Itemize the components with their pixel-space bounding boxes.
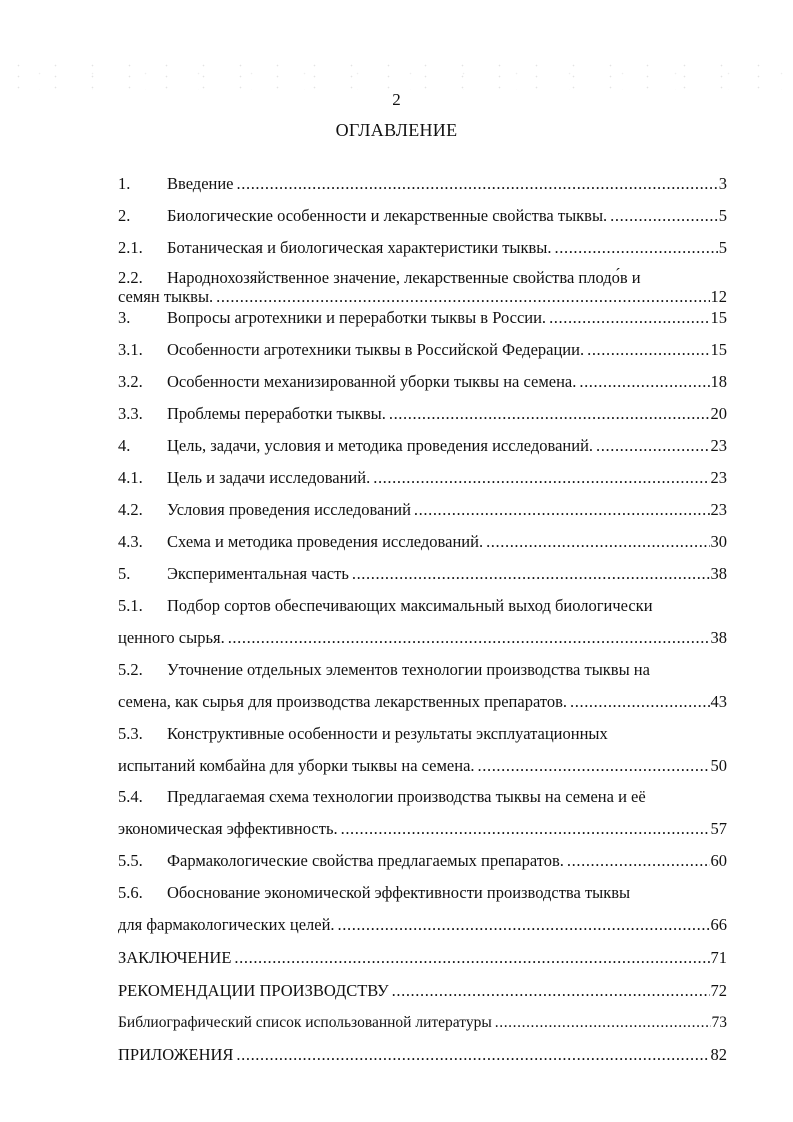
toc-entry-title: Особенности агротехники тыквы в Российской Федерации. [167, 340, 585, 359]
toc-entry-page: 66 [710, 915, 727, 934]
toc-entry-conclusion[interactable] [118, 948, 727, 967]
toc-entry-title: ПРИЛОЖЕНИЯ [118, 1045, 234, 1064]
dot-leader [234, 948, 709, 967]
toc-entry-number: 2. [118, 206, 131, 225]
toc-entry-title: Особенности механизированной уборки тыквы на семена. [167, 372, 577, 391]
toc-entry-number: 3. [118, 308, 131, 327]
toc-entry-number: 3.1. [118, 340, 143, 359]
toc-entry-title: Цель и задачи исследований. [167, 468, 371, 487]
toc-entry-recommendations[interactable] [118, 981, 727, 1000]
dot-leader [338, 915, 710, 934]
toc-entry-title-line1: Народнохозяйственное значение, лекарственные свойства плодо́в и [167, 268, 641, 287]
toc-entry-appendices[interactable] [118, 1045, 727, 1064]
toc-entry-page: 72 [710, 981, 727, 1000]
toc-entry-title: Цель, задачи, условия и методика проведения исследований. [167, 436, 594, 455]
toc-entry-page: 60 [710, 851, 727, 870]
toc-entry-number: 4.2. [118, 500, 143, 519]
toc-entry-5-5[interactable] [118, 851, 727, 870]
toc-entry-title: Ботаническая и биологическая характеристики тыквы. [167, 238, 552, 257]
dot-leader [549, 308, 709, 327]
toc-entry-5[interactable] [118, 564, 727, 583]
toc-entry-page: 20 [710, 404, 727, 423]
toc-entry-title: Фармакологические свойства предлагаемых препаратов. [167, 851, 564, 870]
toc-entry-number: 2.2. [118, 268, 143, 287]
toc-entry-3-1[interactable] [118, 340, 727, 359]
toc-entry-title-line2: семена, как сырья для производства лекарственных препаратов. [118, 692, 568, 711]
toc-entry-3-3[interactable] [118, 404, 727, 423]
toc-entry-number: 5.1. [118, 596, 143, 615]
dot-leader [570, 692, 709, 711]
toc-entry-title-line1: Подбор сортов обеспечивающих максимальный выход биологически [167, 596, 653, 615]
toc-entry-title: Проблемы переработки тыквы. [167, 404, 386, 423]
toc-entry-page: 38 [710, 564, 727, 583]
toc-entry-title: Введение [167, 174, 234, 193]
dot-leader [236, 1045, 709, 1064]
toc-entry-4-2[interactable] [118, 500, 727, 519]
toc-entry-page: 30 [710, 532, 727, 551]
toc-entry-page: 43 [710, 692, 727, 711]
page-number: 2 [392, 90, 401, 109]
dot-leader [555, 238, 718, 257]
toc-entry-5-1[interactable] [118, 596, 727, 647]
toc-entry-title-line2: семян тыквы. [118, 287, 214, 306]
dot-leader [596, 436, 709, 455]
toc-entry-title-line1: Конструктивные особенности и результаты эксплуатационных [167, 724, 608, 743]
toc-entry-5-2[interactable] [118, 660, 727, 711]
toc-entry-number: 4. [118, 436, 131, 455]
dot-leader [414, 500, 710, 519]
toc-entry-title-line2: для фармакологических целей. [118, 915, 335, 934]
toc-entry-page: 3 [718, 174, 727, 193]
toc-entry-3-2[interactable] [118, 372, 727, 391]
dot-leader [579, 372, 709, 391]
toc-entry-2-2[interactable] [118, 268, 727, 306]
toc-entry-4-3[interactable] [118, 532, 727, 551]
dot-leader [389, 404, 710, 423]
toc-heading: ОГЛАВЛЕНИЕ [335, 120, 458, 140]
toc-entry-page: 15 [710, 340, 727, 359]
dot-leader [587, 340, 709, 359]
toc-entry-title: Экспериментальная часть [167, 564, 349, 583]
dot-leader [567, 851, 710, 870]
toc-entry-number: 5.4. [118, 787, 143, 806]
dot-leader [228, 628, 710, 647]
toc-entry-page: 71 [710, 948, 727, 967]
toc-entry-number: 2.1. [118, 238, 143, 257]
toc-entry-page: 23 [710, 436, 727, 455]
toc-entry-page: 5 [718, 238, 727, 257]
toc-entry-number: 5.6. [118, 883, 143, 902]
toc-entry-title-line2: ценного сырья. [118, 628, 225, 647]
dot-leader [237, 174, 718, 193]
dot-leader [352, 564, 710, 583]
toc-entry-title: Схема и методика проведения исследований. [167, 532, 484, 551]
toc-entry-number: 4.3. [118, 532, 143, 551]
toc-entry-title: Условия проведения исследований [167, 500, 411, 519]
dot-leader [478, 756, 710, 775]
toc-entry-number: 5.2. [118, 660, 143, 679]
toc-entry-2-1[interactable] [118, 238, 727, 257]
toc-entry-title-line1: Предлагаемая схема технологии производства тыквы на семена и её [167, 787, 646, 806]
toc-entry-number: 1. [118, 174, 131, 193]
toc-entry-page: 23 [710, 500, 727, 519]
toc-entry-1[interactable] [118, 174, 727, 193]
toc-entry-page: 82 [710, 1045, 727, 1064]
toc-entry-5-3[interactable] [118, 724, 727, 775]
toc-entry-number: 3.2. [118, 372, 143, 391]
toc-entry-page: 38 [710, 628, 727, 647]
toc-entry-title: Биологические особенности и лекарственные свойства тыквы. [167, 206, 608, 225]
toc-entry-title-line1: Обоснование экономической эффективности производства тыквы [167, 883, 631, 902]
toc-entry-bibliography[interactable] [118, 1013, 727, 1032]
dot-leader [610, 206, 718, 225]
dot-leader [392, 981, 710, 1000]
toc-entry-2[interactable] [118, 206, 727, 225]
toc-entry-page: 15 [710, 308, 727, 327]
dot-leader [216, 287, 709, 306]
toc-entry-page: 57 [710, 819, 727, 838]
toc-entry-title: РЕКОМЕНДАЦИИ ПРОИЗВОДСТВУ [118, 981, 389, 1000]
toc-entry-number: 3.3. [118, 404, 143, 423]
toc-entry-title: Библиографический список использованной литературы [118, 1014, 492, 1031]
dot-leader [341, 819, 710, 838]
toc-entry-number: 5. [118, 564, 131, 583]
toc-entry-4[interactable] [118, 436, 727, 455]
toc-entry-number: 4.1. [118, 468, 143, 487]
toc-entry-title: ЗАКЛЮЧЕНИЕ [118, 948, 232, 967]
toc-entry-4-1[interactable] [118, 468, 727, 487]
toc-entry-title-line2: испытаний комбайна для уборки тыквы на семена. [118, 756, 475, 775]
toc-entry-page: 50 [710, 756, 727, 775]
toc-entry-5-4[interactable] [118, 787, 727, 838]
toc-entry-number: 5.5. [118, 851, 143, 870]
toc-entry-3[interactable] [118, 308, 727, 327]
toc-entry-title: Вопросы агротехники и переработки тыквы в России. [167, 308, 547, 327]
toc-entry-5-6[interactable] [118, 883, 727, 934]
toc-entry-page: 73 [711, 1014, 727, 1031]
dot-leader [495, 1013, 711, 1032]
toc-entry-page: 23 [710, 468, 727, 487]
toc-entry-title-line1: Уточнение отдельных элементов технологии производства тыквы на [167, 660, 650, 679]
scan-noise [0, 60, 793, 90]
dot-leader [373, 468, 709, 487]
dot-leader [486, 532, 709, 551]
toc-entry-number: 5.3. [118, 724, 143, 743]
toc-entry-page: 18 [710, 372, 727, 391]
toc-entry-page: 12 [710, 287, 727, 306]
toc-entry-page: 5 [718, 206, 727, 225]
toc-entry-title-line2: экономическая эффективность. [118, 819, 338, 838]
